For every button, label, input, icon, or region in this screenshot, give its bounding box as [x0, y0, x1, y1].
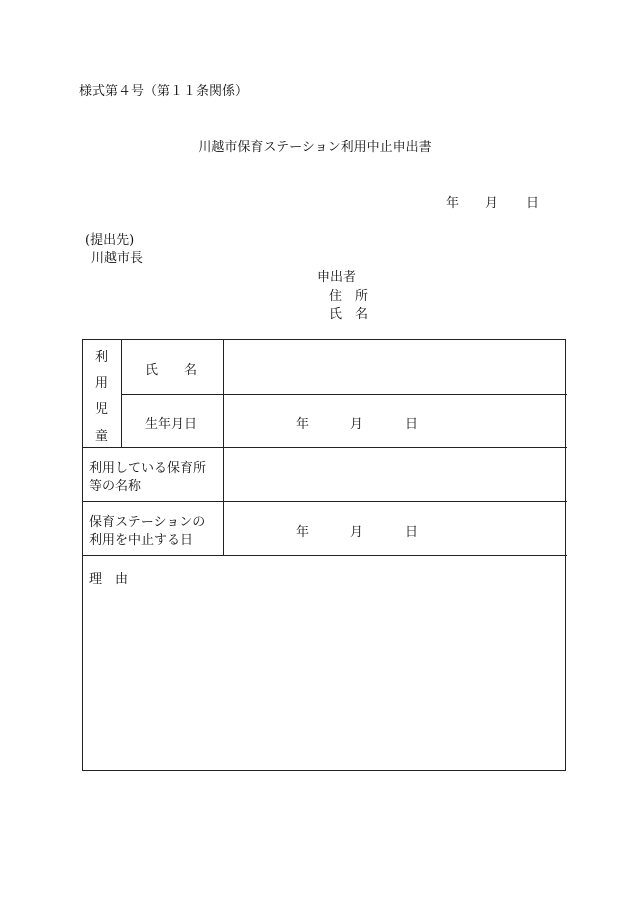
- birthdate-day-label[interactable]: 日: [405, 417, 419, 432]
- child-header-char: 童: [95, 429, 109, 444]
- date-day-label: 日: [526, 196, 540, 211]
- application-table: [82, 339, 566, 771]
- reason-field[interactable]: [89, 590, 559, 760]
- row-divider: [121, 394, 567, 395]
- child-name-label: 氏 名: [145, 363, 198, 378]
- child-header-char: 利: [95, 350, 109, 365]
- document-title: 川越市保育ステーション利用中止申出書: [198, 140, 432, 155]
- column-divider: [121, 340, 122, 447]
- applicant-name-field[interactable]: [400, 303, 560, 319]
- nursery-label-line1: 利用している保育所: [89, 461, 207, 476]
- column-divider: [223, 340, 224, 555]
- row-divider: [83, 501, 567, 502]
- nursery-name-field[interactable]: [229, 454, 559, 496]
- child-header-char: 児: [95, 402, 109, 417]
- applicant-address-label: 住 所: [329, 289, 369, 304]
- date-year-label: 年: [446, 196, 460, 211]
- applicant-address-field[interactable]: [400, 285, 560, 301]
- child-name-field[interactable]: [229, 346, 559, 388]
- date-month-label: 月: [485, 196, 499, 211]
- stop-date-year-label[interactable]: 年: [296, 525, 310, 540]
- form-number: 様式第４号（第１１条関係）: [79, 84, 249, 99]
- stop-date-label-line2: 利用を中止する日: [89, 533, 194, 548]
- birthdate-year-label[interactable]: 年: [296, 417, 310, 432]
- nursery-label-line2: 等の名称: [89, 479, 142, 494]
- submit-to-name: 川越市長: [91, 251, 144, 266]
- row-divider: [83, 555, 567, 556]
- reason-label: 理 由: [89, 572, 129, 587]
- birthdate-label: 生年月日: [145, 417, 198, 432]
- applicant-label: 申出者: [317, 270, 357, 285]
- applicant-name-label: 氏 名: [329, 307, 369, 322]
- row-divider: [83, 447, 567, 448]
- birthdate-month-label[interactable]: 月: [350, 417, 364, 432]
- submit-to-label: (提出先): [85, 233, 135, 248]
- stop-date-day-label[interactable]: 日: [405, 525, 419, 540]
- stop-date-label-line1: 保育ステーションの: [89, 515, 206, 530]
- child-header-char: 用: [95, 376, 109, 391]
- stop-date-month-label[interactable]: 月: [350, 525, 364, 540]
